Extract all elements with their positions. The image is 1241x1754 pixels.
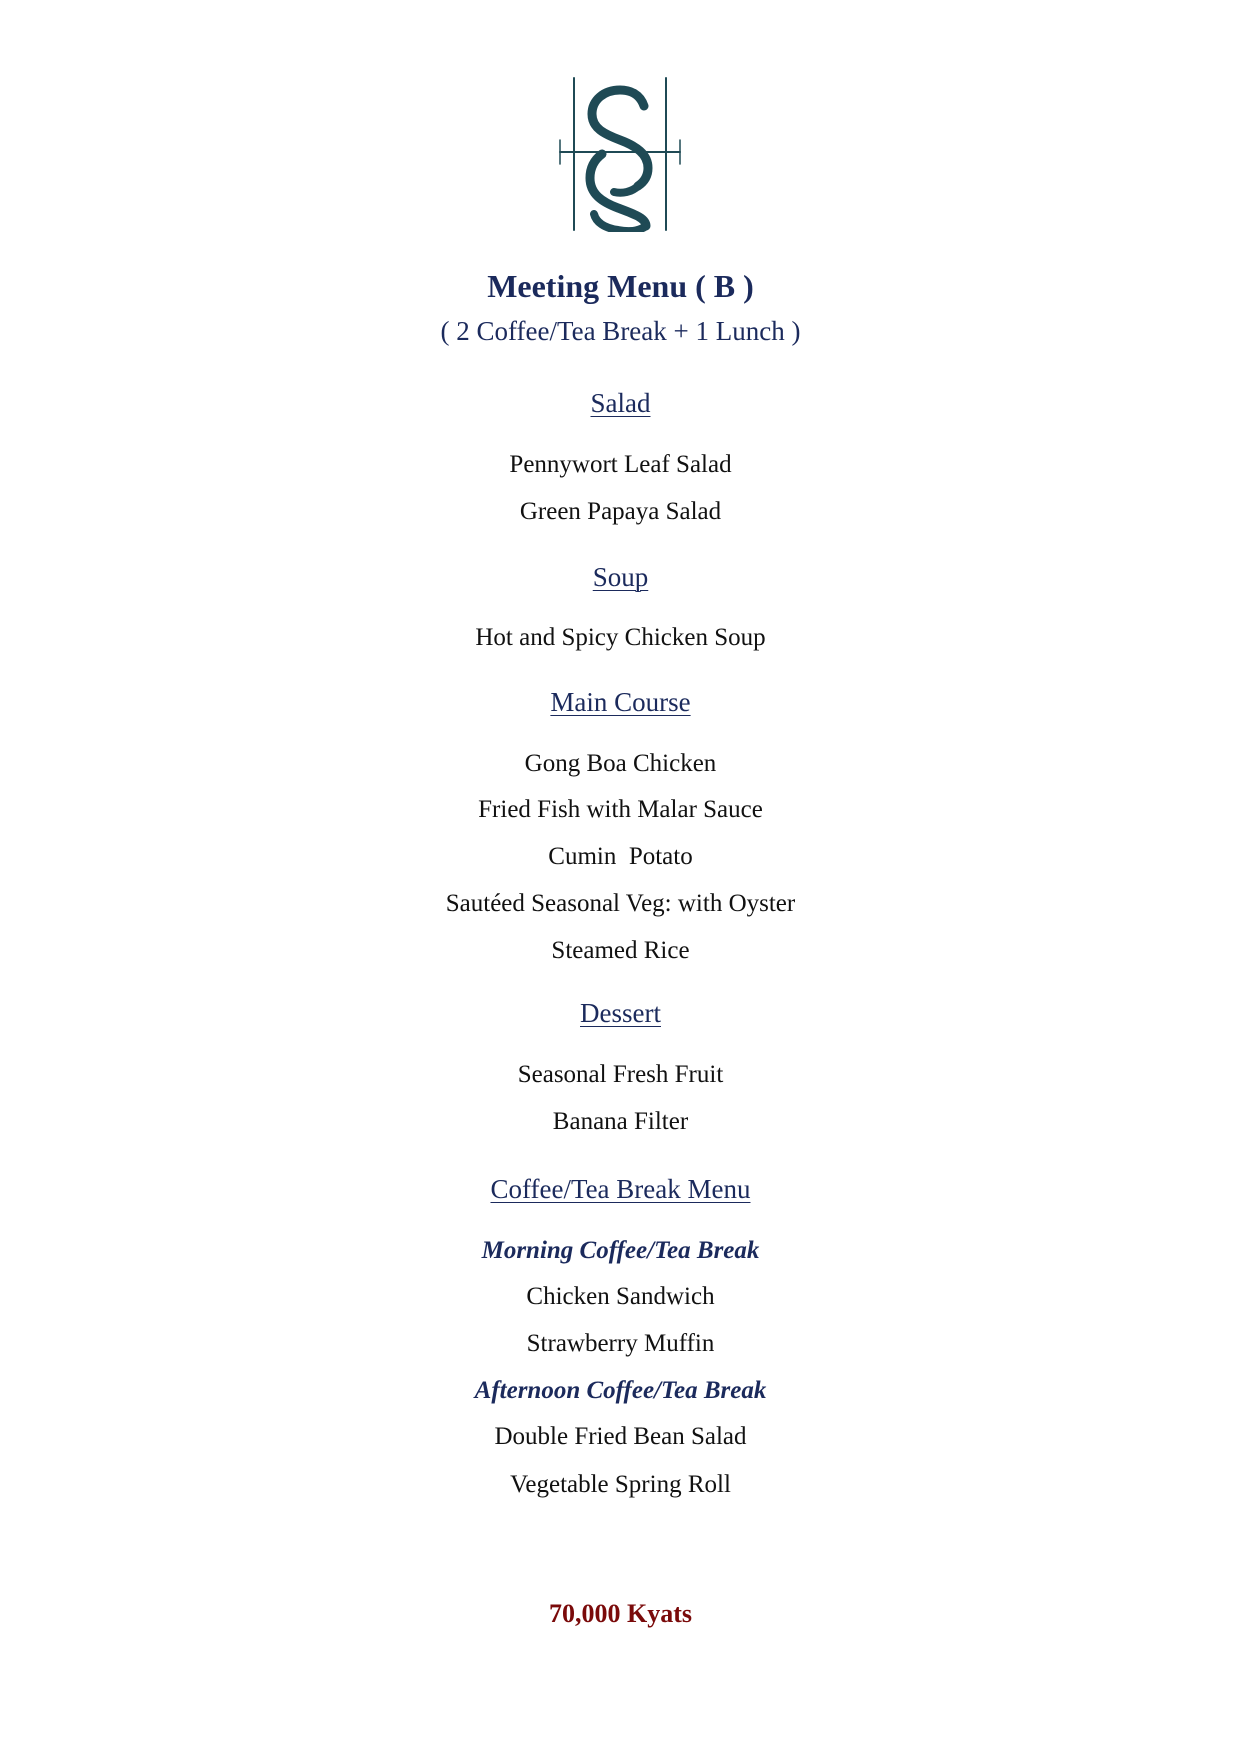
menu-item: Double Fried Bean Salad bbox=[494, 1423, 747, 1450]
menu-item: Chicken Sandwich bbox=[526, 1283, 715, 1310]
menu-item: Seasonal Fresh Fruit bbox=[517, 1061, 724, 1088]
menu-item: Gong Boa Chicken bbox=[524, 750, 717, 777]
menu-item: Vegetable Spring Roll bbox=[510, 1471, 731, 1498]
subheading-morning-break: Morning Coffee/Tea Break bbox=[481, 1237, 760, 1264]
menu-item: Strawberry Muffin bbox=[526, 1330, 715, 1357]
menu-item: Pennywort Leaf Salad bbox=[509, 451, 732, 478]
menu-item: Sautéed Seasonal Veg: with Oyster bbox=[445, 890, 796, 917]
ss-monogram-logo-icon bbox=[556, 76, 684, 232]
menu-price: 70,000 Kyats bbox=[549, 1599, 692, 1628]
menu-item: Steamed Rice bbox=[551, 937, 690, 964]
menu-item: Cumin Potato bbox=[548, 843, 693, 870]
section-heading-main-course: Main Course bbox=[550, 687, 691, 717]
menu-item: Banana Filter bbox=[552, 1108, 689, 1135]
section-heading-salad: Salad bbox=[590, 388, 651, 418]
subheading-afternoon-break: Afternoon Coffee/Tea Break bbox=[474, 1377, 767, 1404]
menu-subtitle: ( 2 Coffee/Tea Break + 1 Lunch ) bbox=[440, 316, 801, 346]
menu-item: Fried Fish with Malar Sauce bbox=[478, 796, 763, 823]
menu-item: Green Papaya Salad bbox=[519, 498, 722, 525]
menu-item: Hot and Spicy Chicken Soup bbox=[475, 624, 766, 651]
section-heading-dessert: Dessert bbox=[580, 998, 661, 1028]
section-heading-soup: Soup bbox=[592, 562, 649, 592]
menu-title: Meeting Menu ( B ) bbox=[487, 268, 754, 304]
section-heading-break-menu: Coffee/Tea Break Menu bbox=[490, 1174, 751, 1204]
